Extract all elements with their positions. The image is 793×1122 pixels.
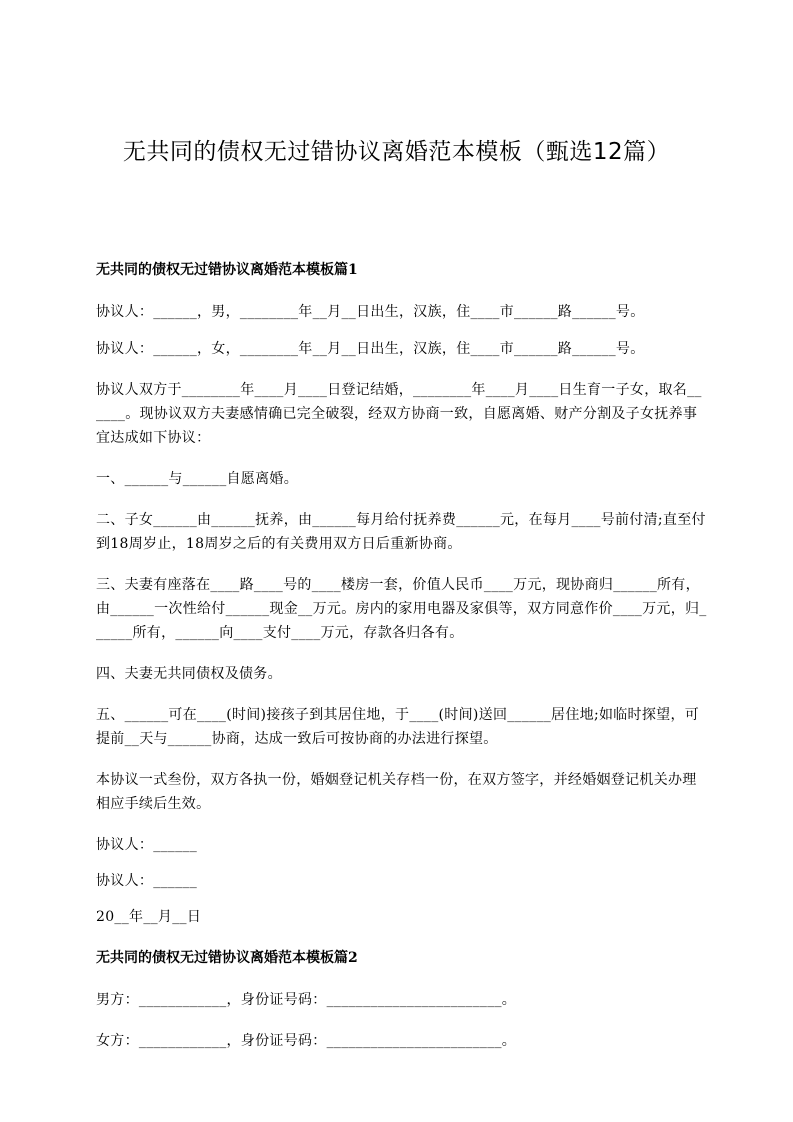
page-title: 无共同的债权无过错协议离婚范本模板（甄选12篇） (122, 139, 671, 165)
signature-line-1: 协议人：______ (96, 837, 197, 853)
party-female-line: 协议人：______，女，________年__月__日出生，汉族，住____市______路______号。 (96, 341, 645, 357)
section-heading-2: 无共同的债权无过错协议离婚范本模板篇2 (96, 950, 358, 966)
clause-5: 五、______可在____(时间)接孩子到其居住地，于____(时间)送回______居住地;如临时探望，可提前__天与______协商，达成一致后可按协商的办法进行探望。 (96, 707, 700, 747)
clause-4: 四、夫妻无共同债权及债务。 (96, 666, 282, 682)
clause-1: 一、______与______自愿离婚。 (96, 471, 298, 487)
male-id-line: 男方：____________，身份证号码：________________________。 (96, 992, 517, 1008)
party-male-line: 协议人：______，男，________年__月__日出生，汉族，住____市______路______号。 (96, 304, 645, 320)
female-id-line: 女方：____________，身份证号码：________________________。 (96, 1033, 517, 1049)
clause-3: 三、夫妻有座落在____路____号的____楼房一套，价值人民币____万元，现协商归______所有，由______一次性给付______现金__万元。房内的家用电器及家俱等，双方同意作价____万元，归______所有，______向____支付____万元，存款各归各有。 (96, 577, 707, 641)
clause-2: 二、子女______由______抚养，由______每月给付抚养费______元，在每月____号前付清;直至付到18周岁止，18周岁之后的有关费用双方日后重新协商。 (96, 512, 706, 552)
closing-paragraph: 本协议一式叁份，双方各执一份，婚姻登记机关存档一份，在双方签字，并经婚姻登记机关办理相应手续后生效。 (96, 772, 697, 812)
date-line: 20__年__月__日 (96, 909, 202, 925)
intro-paragraph: 协议人双方于________年____月____日登记结婚，________年____月____日生育一子女，取名______。现协议双方夫妻感情确已完全破裂，经双方协商一致，自愿离婚、财产分割及子女抚养事宜达成如下协议： (96, 382, 702, 446)
document-body (96, 259, 708, 1070)
section-heading-1: 无共同的债权无过错协议离婚范本模板篇1 (96, 262, 358, 278)
signature-line-2: 协议人：______ (96, 873, 197, 889)
